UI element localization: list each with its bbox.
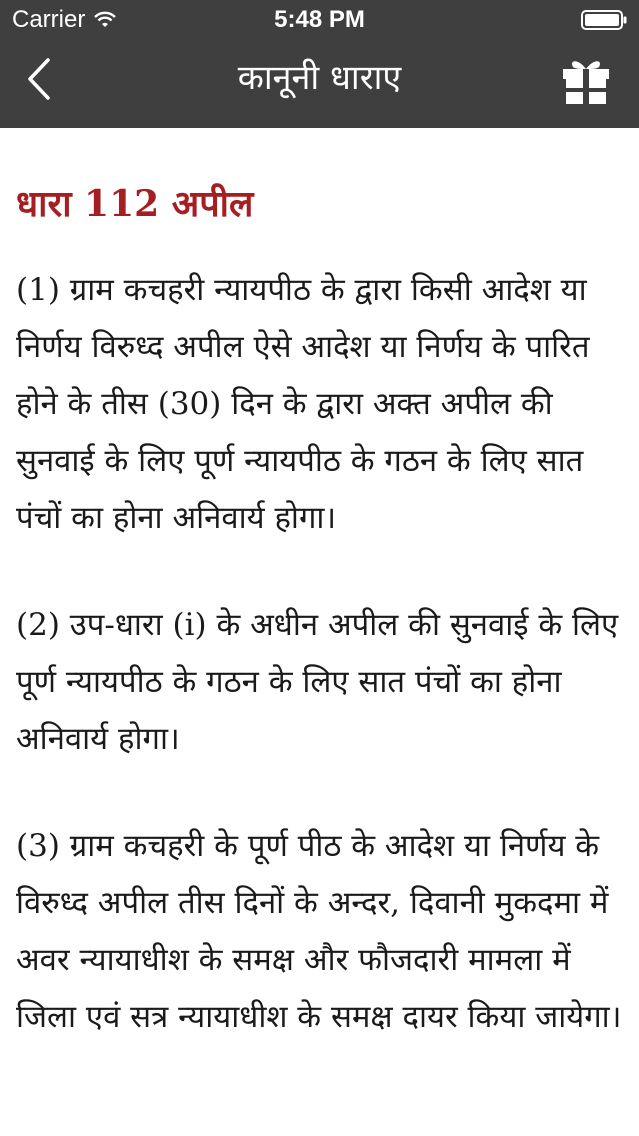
navigation-bar (0, 40, 639, 128)
article-content (16, 176, 626, 1096)
status-bar (0, 0, 639, 40)
paragraph-2: (2) उप-धारा (i) के अधीन अपील की सुनवाई के लिए पूर्ण न्यायपीठ के गठन के लिए सात पंचों का होना अनिवार्य होगा। (16, 607, 619, 757)
paragraph-3: (3) ग्राम कचहरी के पूर्ण पीठ के आदेश या निर्णय के विरुध्द अपील तीस दिनों के अन्दर, दिवानी मुकदमा में अवर न्यायाधीश के समक्ष और फौजदारी मामला में जिला एवं सत्र न्यायाधीश के समक्ष दायर किया जायेगा। (16, 828, 622, 1035)
chevron-left-icon (26, 57, 52, 101)
status-time: 5:48 PM (274, 6, 365, 33)
paragraph-1: (1) ग्राम कचहरी न्यायपीठ के द्वारा किसी आदेश या निर्णय विरुध्द अपील ऐसे आदेश या निर्णय के पारित होने के तीस (30) दिन के द्वारा अक्त अपील की सुनवाई के लिए पूर्ण न्यायपीठ के गठन के लिए सात पंचों का होना अनिवार्य होगा। (16, 272, 590, 536)
back-button[interactable] (14, 54, 64, 104)
gift-icon[interactable] (561, 56, 611, 106)
page-title: कानूनी धाराए (237, 58, 402, 98)
carrier-label: Carrier (12, 6, 86, 33)
section-heading: धारा 112 अपील (16, 183, 254, 225)
battery-icon (581, 10, 627, 30)
top-bar (0, 0, 639, 128)
